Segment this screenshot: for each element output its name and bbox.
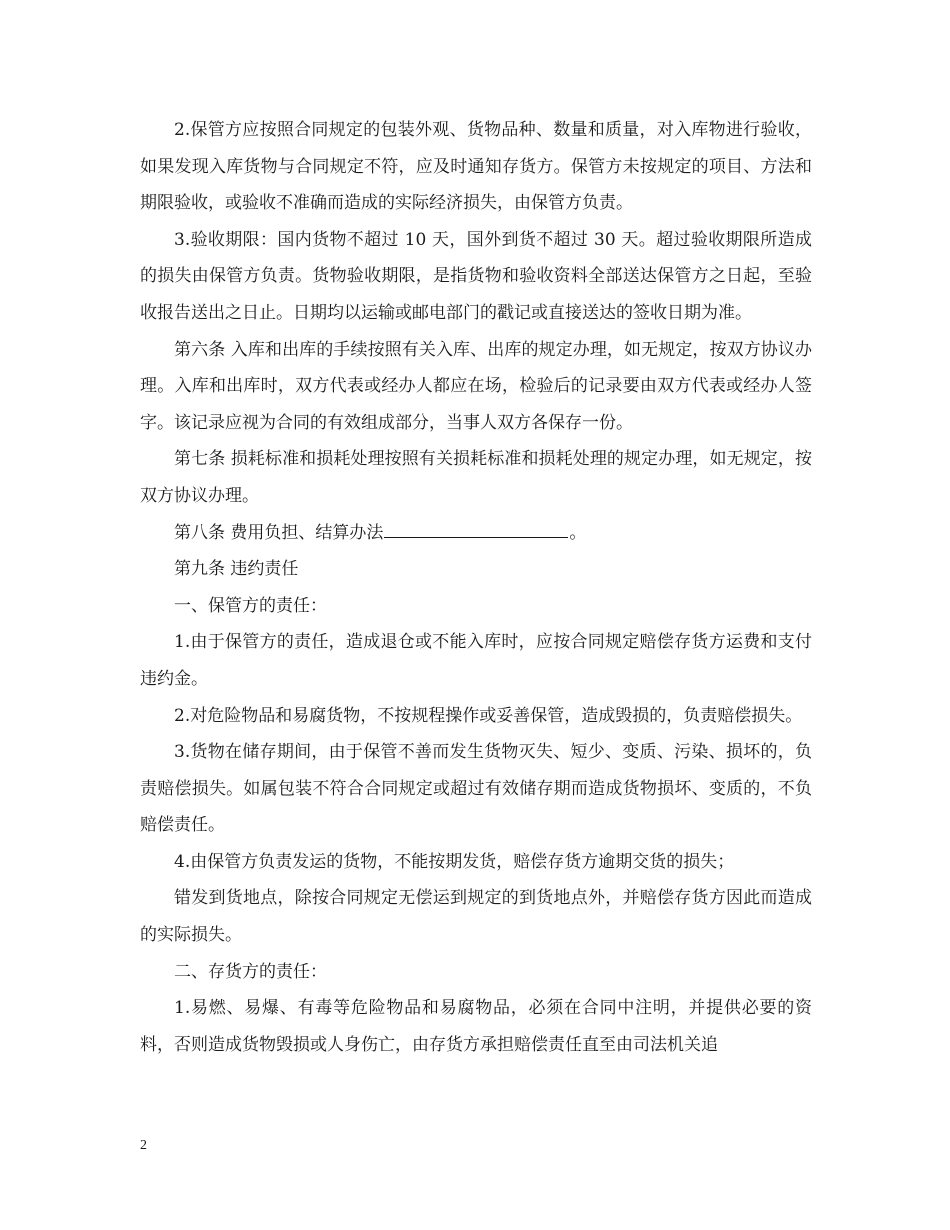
paragraph-custodian-item-4: 4.由保管方负责发运的货物，不能按期发货，赔偿存货方逾期交货的损失；: [174, 851, 735, 872]
paragraph-wrong-destination: 错发到货地点，除按合同规定无偿运到规定的到货地点外，并赔偿存货方因此而造成的实际损失。: [140, 888, 812, 946]
article-8-end: 。: [569, 522, 587, 543]
paragraph-custodian-item-1: 1.由于保管方的责任，造成退仓或不能入库时，应按合同规定赔偿存货方运费和支付违约金。: [140, 632, 812, 689]
paragraph-inspection-period: 3.验收期限：国内货物不超过 10 天，国外到货不超过 30 天。超过验收期限所造成的损失由保管方负责。货物验收期限，是指货物和验收资料全部送达保管方之日起，至验收报告送出之日止。日期均以运输或邮电部门的戳记或直接送达的签收日期为准。: [140, 229, 812, 323]
paragraph-depositor-liability-heading: 二、存货方的责任：: [174, 961, 327, 982]
paragraph-custodian-item-2: 2.对危险物品和易腐货物，不按规程操作或妥善保管，造成毁损的，负责赔偿损失。: [174, 705, 803, 726]
paragraph-inspection: 2.保管方应按照合同规定的包装外观、货物品种、数量和质量，对入库物进行验收，如果发现入库货物与合同规定不符，应及时通知存货方。保管方未按规定的项目、方法和期限验收，或验收不准确而造成的实际经济损失，由保管方负责。: [140, 120, 812, 214]
paragraph-custodian-liability-heading: 一、保管方的责任：: [174, 595, 327, 616]
article-8-text: 第八条 费用负担、结算办法: [174, 522, 384, 543]
fill-in-blank: [384, 519, 568, 538]
paragraph-depositor-item-1: 1.易燃、易爆、有毒等危险物品和易腐物品，必须在合同中注明，并提供必要的资料，否则造成货物毁损或人身伤亡，由存货方承担赔偿责任直至由司法机关追: [140, 998, 812, 1055]
paragraph-article-8: [140, 515, 812, 552]
document-body: [140, 112, 812, 1063]
page-number: 2: [140, 1138, 147, 1153]
paragraph-article-9-heading: 第九条 违约责任: [174, 559, 299, 580]
paragraph-article-7: 第七条 损耗标准和损耗处理按照有关损耗标准和损耗处理的规定办理，如无规定，按双方协议办理。: [140, 449, 812, 506]
paragraph-custodian-item-3: 3.货物在储存期间，由于保管不善而发生货物灭失、短少、变质、污染、损坏的，负责赔偿损失。如属包装不符合合同规定或超过有效储存期而造成货物损坏、变质的，不负赔偿责任。: [140, 742, 812, 836]
paragraph-article-6: 第六条 入库和出库的手续按照有关入库、出库的规定办理，如无规定，按双方协议办理。入库和出库时，双方代表或经办人都应在场，检验后的记录要由双方代表或经办人签字。该记录应视为合同的有效组成部分，当事人双方各保存一份。: [140, 339, 812, 433]
